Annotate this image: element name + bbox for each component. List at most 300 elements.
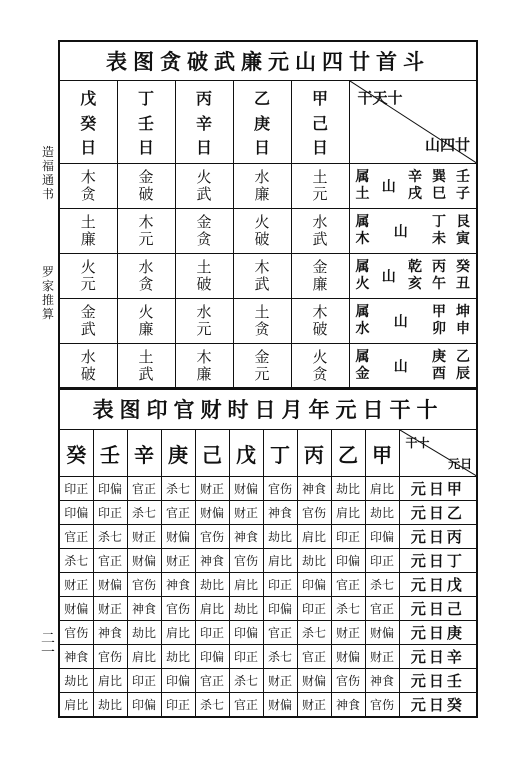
relation-cell: 劫比	[93, 693, 127, 718]
relation-cell: 财正	[93, 597, 127, 621]
table2-title: 表图印官财时日月年元日干十	[59, 388, 477, 430]
pair-char: 午	[432, 276, 447, 292]
relation-cell: 官伤	[127, 573, 161, 597]
cell-pair	[234, 349, 291, 383]
relation-cell: 杀七	[331, 597, 365, 621]
cell-char: 木	[254, 258, 270, 276]
day-master-label: 元日戊	[399, 573, 477, 597]
relation-cell: 财正	[297, 693, 331, 718]
cell-char: 武	[196, 185, 212, 203]
relation-cell: 杀七	[365, 573, 399, 597]
header-stack	[118, 86, 175, 158]
relation-cell: 财偏	[59, 597, 93, 621]
pair-char: 艮	[456, 214, 471, 230]
mountain-group	[350, 304, 477, 338]
relation-cell: 印偏	[263, 597, 297, 621]
relation-cell: 财偏	[263, 693, 297, 718]
cell-pair	[60, 169, 117, 203]
pair-char: 乾	[408, 259, 423, 275]
stem-header: 丁	[263, 430, 297, 477]
day-master-label: 元日甲	[399, 477, 477, 501]
cell-pair	[292, 259, 349, 293]
cell-char: 武	[138, 365, 154, 383]
header-char: 日	[253, 138, 270, 157]
cell-char: 水	[254, 168, 270, 186]
relation-cell: 财正	[195, 477, 229, 501]
mountain-cell	[349, 209, 477, 254]
table2-row	[59, 621, 477, 645]
table2-row	[59, 573, 477, 597]
cell-char: 火	[312, 348, 328, 366]
relation-cell: 杀七	[161, 477, 195, 501]
header-cell	[117, 81, 175, 164]
header-char: 庚	[253, 113, 270, 133]
cell-pair	[176, 259, 233, 293]
cell-char: 破	[138, 185, 154, 203]
header-char: 乙	[253, 89, 270, 108]
relation-cell: 劫比	[263, 525, 297, 549]
cell-pair	[176, 304, 233, 338]
table-cell	[175, 344, 233, 390]
cell-char: 土	[138, 348, 154, 366]
table2-row	[59, 669, 477, 693]
cell-pair	[60, 214, 117, 248]
table2-row	[59, 477, 477, 501]
relation-cell: 官正	[161, 501, 195, 525]
day-master-label: 元日辛	[399, 645, 477, 669]
corner-bottom: 山四廿	[425, 136, 471, 154]
cell-char: 廉	[196, 365, 212, 383]
table-cell	[117, 209, 175, 254]
cell-char: 元	[196, 320, 212, 338]
table-row	[59, 299, 477, 344]
cell-char: 土	[80, 213, 96, 231]
header-char: 癸	[80, 113, 97, 133]
relation-cell: 印偏	[297, 573, 331, 597]
mountain-group	[350, 259, 477, 293]
cell-char: 贪	[80, 185, 96, 203]
cell-char: 火	[196, 168, 212, 186]
pair-char: 卯	[432, 321, 447, 337]
corner-top-2: 干十	[405, 436, 430, 450]
relation-cell: 官正	[331, 573, 365, 597]
table-cell	[233, 299, 291, 344]
cell-char: 破	[196, 275, 212, 293]
relation-cell: 官正	[229, 693, 263, 718]
relation-cell: 印偏	[161, 669, 195, 693]
pairs	[408, 169, 470, 203]
relation-cell: 神食	[229, 525, 263, 549]
table-cell	[117, 299, 175, 344]
cell-char: 元	[80, 275, 96, 293]
header-char: 己	[311, 113, 328, 133]
pair-col	[408, 169, 422, 203]
shan-char: 山	[393, 224, 408, 240]
shan-char: 山	[381, 269, 396, 285]
pair-char: 坤	[456, 304, 471, 320]
relation-cell: 劫比	[127, 621, 161, 645]
relation-cell: 印正	[93, 501, 127, 525]
table-cell	[59, 164, 117, 209]
relation-cell: 官伤	[195, 525, 229, 549]
pair-col	[432, 304, 446, 338]
stem-header: 甲	[365, 430, 399, 477]
cell-pair	[292, 349, 349, 383]
day-master-label: 元日己	[399, 597, 477, 621]
relation-cell: 劫比	[161, 645, 195, 669]
cell-char: 水	[80, 348, 96, 366]
mountain-cell	[349, 254, 477, 299]
relation-cell: 劫比	[297, 549, 331, 573]
relation-cell: 官正	[59, 525, 93, 549]
cell-char: 木	[312, 303, 328, 321]
relation-cell: 印偏	[365, 525, 399, 549]
relation-cell: 神食	[127, 597, 161, 621]
relation-cell: 肩比	[127, 645, 161, 669]
relation-cell: 印正	[127, 669, 161, 693]
relation-cell: 官伤	[229, 549, 263, 573]
relation-cell: 官伤	[263, 477, 297, 501]
relation-cell: 神食	[263, 501, 297, 525]
table-cell	[59, 344, 117, 390]
relation-cell: 印正	[331, 525, 365, 549]
table-cell	[175, 299, 233, 344]
pair-char: 丙	[432, 259, 447, 275]
relation-cell: 杀七	[297, 621, 331, 645]
relation-cell: 印偏	[331, 549, 365, 573]
cell-char: 水	[196, 303, 212, 321]
header-stack	[60, 86, 117, 158]
pair-char: 辛	[408, 169, 423, 185]
cell-char: 廉	[80, 230, 96, 248]
header-char: 日	[311, 138, 328, 157]
stem-header: 癸	[59, 430, 93, 477]
cell-pair	[60, 349, 117, 383]
relation-cell: 神食	[59, 645, 93, 669]
header-char: 辛	[195, 113, 212, 133]
relation-cell: 神食	[365, 669, 399, 693]
relation-cell: 劫比	[331, 477, 365, 501]
attr-char: 水	[355, 321, 370, 337]
table-cell	[291, 254, 349, 299]
relation-cell: 印正	[365, 549, 399, 573]
table-cell	[175, 164, 233, 209]
cell-char: 木	[196, 348, 212, 366]
relation-cell: 印偏	[127, 693, 161, 718]
relation-cell: 印正	[161, 693, 195, 718]
relation-cell: 杀七	[127, 501, 161, 525]
pair-char: 巽	[432, 169, 447, 185]
relation-cell: 肩比	[229, 573, 263, 597]
relation-cell: 杀七	[195, 693, 229, 718]
relation-cell: 印偏	[93, 477, 127, 501]
cell-char: 金	[254, 348, 270, 366]
side-note-mid: 罗家推算	[41, 265, 54, 321]
day-master-label: 元日乙	[399, 501, 477, 525]
table-cell	[117, 254, 175, 299]
attr-char: 属	[355, 304, 370, 320]
relation-cell: 财偏	[195, 501, 229, 525]
pair-col	[432, 169, 446, 203]
attr-char: 属	[355, 349, 370, 365]
cell-char: 水	[312, 213, 328, 231]
table-cell	[117, 164, 175, 209]
cell-char: 火	[138, 303, 154, 321]
relation-cell: 神食	[297, 477, 331, 501]
table2-row	[59, 693, 477, 718]
table2-row	[59, 597, 477, 621]
header-cell	[291, 81, 349, 164]
relation-cell: 官伤	[297, 501, 331, 525]
cell-pair	[60, 259, 117, 293]
day-master-label: 元日癸	[399, 693, 477, 718]
header-cell	[59, 81, 117, 164]
mountain-cell	[349, 344, 477, 390]
cell-char: 贪	[196, 230, 212, 248]
cell-char: 土	[312, 168, 328, 186]
table-cell	[291, 209, 349, 254]
cell-pair	[60, 304, 117, 338]
cell-char: 木	[138, 213, 154, 231]
header-cell	[233, 81, 291, 164]
corner-bottom-2: 元日	[448, 457, 473, 471]
header-char: 壬	[137, 113, 154, 133]
relation-cell: 肩比	[263, 549, 297, 573]
relation-cell: 印正	[297, 597, 331, 621]
pair-col	[456, 214, 470, 248]
relation-cell: 官正	[195, 669, 229, 693]
cell-char: 贪	[138, 275, 154, 293]
cell-char: 廉	[138, 320, 154, 338]
pair-char: 乙	[456, 349, 471, 365]
relation-cell: 印正	[263, 573, 297, 597]
mountain-group	[350, 169, 477, 203]
table-row	[59, 254, 477, 299]
pair-char: 丁	[432, 214, 447, 230]
pair-char: 巳	[432, 186, 447, 202]
attr-col	[356, 259, 370, 293]
cell-char: 武	[80, 320, 96, 338]
pair-col	[408, 259, 422, 293]
pair-char: 辰	[456, 366, 471, 382]
cell-char: 破	[312, 320, 328, 338]
header-stack	[234, 86, 291, 158]
relation-cell: 劫比	[59, 669, 93, 693]
mountain-group	[350, 349, 477, 383]
stem-header: 辛	[127, 430, 161, 477]
relation-cell: 官伤	[59, 621, 93, 645]
cell-char: 元	[138, 230, 154, 248]
cell-pair	[176, 214, 233, 248]
relation-cell: 财正	[161, 549, 195, 573]
cell-pair	[292, 304, 349, 338]
table-cell	[175, 254, 233, 299]
header-char: 日	[195, 138, 212, 157]
stem-header: 庚	[161, 430, 195, 477]
attr-char: 属	[355, 169, 370, 185]
relation-cell: 印正	[59, 477, 93, 501]
header-char: 丁	[137, 89, 154, 108]
cell-char: 金	[196, 213, 212, 231]
attr-char: 木	[355, 231, 370, 247]
table-cell	[59, 299, 117, 344]
table1-title: 表图贪破武廉元山四廿首斗	[59, 41, 477, 81]
pair-char: 甲	[432, 304, 447, 320]
day-master-label: 元日丁	[399, 549, 477, 573]
pairs	[432, 304, 470, 338]
relation-cell: 财正	[59, 573, 93, 597]
relation-cell: 肩比	[59, 693, 93, 718]
relation-cell: 官正	[93, 549, 127, 573]
attr-char: 属	[355, 259, 370, 275]
relation-cell: 神食	[161, 573, 195, 597]
cell-char: 水	[138, 258, 154, 276]
attr-char: 金	[355, 366, 370, 382]
cell-char: 火	[80, 258, 96, 276]
relation-cell: 肩比	[297, 525, 331, 549]
relation-cell: 杀七	[263, 645, 297, 669]
table-row	[59, 344, 477, 390]
pair-char: 亥	[408, 276, 423, 292]
cell-pair	[234, 214, 291, 248]
cell-char: 金	[312, 258, 328, 276]
table-cell	[117, 344, 175, 390]
attr-col	[356, 214, 370, 248]
relation-cell: 印正	[229, 645, 263, 669]
table-cell	[233, 209, 291, 254]
cell-pair	[118, 259, 175, 293]
relation-cell: 肩比	[365, 477, 399, 501]
corner-top: 干天十	[357, 89, 403, 107]
day-master-label: 元日丙	[399, 525, 477, 549]
attr-char: 土	[355, 186, 370, 202]
cell-char: 破	[80, 365, 96, 383]
cell-char: 元	[312, 185, 328, 203]
header-char: 甲	[311, 89, 328, 108]
header-char: 日	[80, 138, 97, 157]
table-cell	[291, 164, 349, 209]
relation-cell: 肩比	[93, 669, 127, 693]
table2-row	[59, 549, 477, 573]
pair-char: 子	[456, 186, 471, 202]
relation-cell: 神食	[195, 549, 229, 573]
mountain-cell	[349, 299, 477, 344]
cell-pair	[118, 214, 175, 248]
cell-pair	[118, 349, 175, 383]
relation-cell: 官伤	[161, 597, 195, 621]
attr-char: 火	[355, 276, 370, 292]
relation-cell: 财正	[331, 621, 365, 645]
day-master-label: 元日庚	[399, 621, 477, 645]
relation-cell: 肩比	[195, 597, 229, 621]
pair-char: 未	[432, 231, 447, 247]
relation-cell: 财偏	[229, 477, 263, 501]
page-number: 二一	[41, 631, 55, 661]
relation-cell: 官正	[365, 597, 399, 621]
cell-char: 武	[312, 230, 328, 248]
header-char: 丙	[195, 89, 212, 108]
header-char: 日	[137, 138, 154, 157]
relation-cell: 劫比	[365, 501, 399, 525]
attr-col	[356, 349, 370, 383]
stem-header: 乙	[331, 430, 365, 477]
table-cell	[233, 254, 291, 299]
pairs	[408, 259, 470, 293]
relation-cell: 财偏	[161, 525, 195, 549]
pair-char: 申	[456, 321, 471, 337]
relation-cell: 劫比	[229, 597, 263, 621]
corner-cell-2	[399, 430, 477, 477]
mountain-group	[350, 214, 477, 248]
relation-cell: 劫比	[195, 573, 229, 597]
cell-char: 火	[254, 213, 270, 231]
stem-header: 壬	[93, 430, 127, 477]
table-cell	[59, 209, 117, 254]
cell-pair	[176, 349, 233, 383]
relation-cell: 官正	[297, 645, 331, 669]
pair-char: 丑	[456, 276, 471, 292]
relation-cell: 神食	[93, 621, 127, 645]
table-cell	[175, 209, 233, 254]
pair-char: 酉	[432, 366, 447, 382]
relation-cell: 官伤	[93, 645, 127, 669]
cell-pair	[118, 304, 175, 338]
header-stack	[292, 86, 349, 158]
relation-cell: 印偏	[59, 501, 93, 525]
relation-cell: 杀七	[59, 549, 93, 573]
relation-cell: 官正	[263, 621, 297, 645]
relation-cell: 财偏	[365, 621, 399, 645]
table2-row	[59, 501, 477, 525]
cell-char: 金	[138, 168, 154, 186]
cell-char: 破	[254, 230, 270, 248]
cell-pair	[292, 214, 349, 248]
table-cell	[291, 344, 349, 390]
shan-char: 山	[393, 359, 408, 375]
table-cell	[291, 299, 349, 344]
cell-pair	[176, 169, 233, 203]
side-note-top: 造福通书	[41, 145, 54, 201]
attr-char: 属	[355, 214, 370, 230]
stem-header: 戊	[229, 430, 263, 477]
pair-char: 癸	[456, 259, 471, 275]
pair-col	[456, 349, 470, 383]
pair-char: 戌	[408, 186, 423, 202]
pair-col	[456, 304, 470, 338]
header-char: 戊	[80, 89, 97, 108]
pair-char: 庚	[432, 349, 447, 365]
cell-pair	[292, 169, 349, 203]
stem-header: 己	[195, 430, 229, 477]
relation-cell: 财偏	[93, 573, 127, 597]
cell-pair	[234, 259, 291, 293]
relation-cell: 神食	[331, 693, 365, 718]
table-row	[59, 164, 477, 209]
mountain-cell	[349, 164, 477, 209]
cell-char: 贪	[312, 365, 328, 383]
relation-cell: 财正	[365, 645, 399, 669]
relation-cell: 官伤	[365, 693, 399, 718]
cell-char: 土	[254, 303, 270, 321]
relation-cell: 印正	[195, 621, 229, 645]
pair-col	[432, 349, 446, 383]
relation-cell: 印偏	[229, 621, 263, 645]
cell-char: 金	[80, 303, 96, 321]
relation-cell: 杀七	[93, 525, 127, 549]
pairs	[432, 349, 470, 383]
stem-header: 丙	[297, 430, 331, 477]
relation-cell: 财正	[127, 525, 161, 549]
